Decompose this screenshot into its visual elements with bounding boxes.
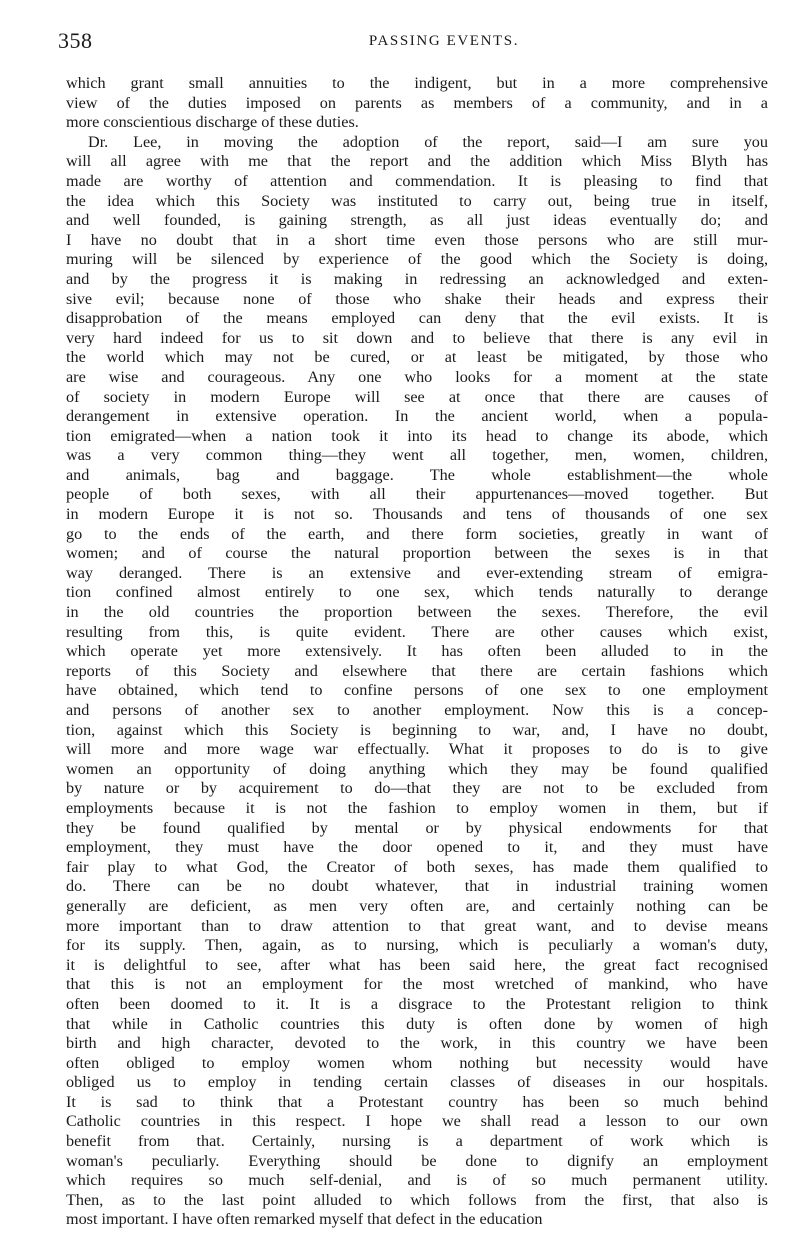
text-line: was a very common thing—they went all together, men, women, children, <box>66 446 768 465</box>
text-line: more important than to draw attention to that great want, and to devise means <box>66 916 768 935</box>
text-line: very hard indeed for us to sit down and to believe that there is any evil in <box>66 328 768 347</box>
text-line: derangement in extensive operation. In the ancient world, when a popula- <box>66 407 768 426</box>
text-line: it is delightful to see, after what has been said here, the great fact recognised <box>66 955 768 974</box>
text-line: for its supply. Then, again, as to nursing, which is peculiarly a woman's duty, <box>66 936 768 955</box>
text-line: are wise and courageous. Any one who looks for a moment at the state <box>66 367 768 386</box>
text-line: sive evil; because none of those who shake their heads and express their <box>66 289 768 308</box>
paragraph-2 <box>66 133 768 1230</box>
text-line: generally are deficient, as men very often are, and certainly nothing can be <box>66 896 768 915</box>
text-line: fair play to what God, the Creator of both sexes, has made them qualified to <box>66 857 768 876</box>
text-line: people of both sexes, with all their appurtenances—moved together. But <box>66 485 768 504</box>
text-line: do. There can be no doubt whatever, that in industrial training women <box>66 877 768 896</box>
text-line: muring will be silenced by experience of the good which the Society is doing, <box>66 250 768 269</box>
text-line: women an opportunity of doing anything which they may be found qualified <box>66 759 768 778</box>
text-line: often been doomed to it. It is a disgrace to the Protestant religion to think <box>66 994 768 1013</box>
text-line: often obliged to employ women whom nothing but necessity would have <box>66 1053 768 1072</box>
text-line: birth and high character, devoted to the work, in this country we have been <box>66 1034 768 1053</box>
text-line: made are worthy of attention and commendation. It is pleasing to find that <box>66 171 768 190</box>
text-line: reports of this Society and elsewhere that there are certain fashions which <box>66 661 768 680</box>
text-line: way deranged. There is an extensive and ever-extending stream of emigra- <box>66 563 768 582</box>
text-line: in modern Europe it is not so. Thousands and tens of thousands of one sex <box>66 505 768 524</box>
text-line: will all agree with me that the report and the addition which Miss Blyth has <box>66 152 768 171</box>
text-line: in the old countries the proportion between the sexes. Therefore, the evil <box>66 603 768 622</box>
text-line: view of the duties imposed on parents as members of a community, and in a <box>66 93 768 112</box>
text-line: more conscientious discharge of these duties. <box>66 113 359 132</box>
text-line: It is sad to think that a Protestant country has been so much behind <box>66 1092 768 1111</box>
text-line: employment, they must have the door opened to it, and they must have <box>66 838 768 857</box>
text-line: Catholic countries in this respect. I hope we shall read a lesson to our own <box>66 1112 768 1131</box>
text-line: and by the progress it is making in redressing an acknowledged and exten- <box>66 269 768 288</box>
text-line: and animals, bag and baggage. The whole establishment—the whole <box>66 465 768 484</box>
paragraph-1 <box>66 74 768 133</box>
text-line: tion, against which this Society is beginning to war, and, I have no doubt, <box>66 720 768 739</box>
text-line: which requires so much self-denial, and is of so much permanent utility. <box>66 1171 768 1190</box>
text-line: tion emigrated—when a nation took it into its head to change its abode, which <box>66 426 768 445</box>
text-line: I have no doubt that in a short time even those persons who are still mur- <box>66 230 768 249</box>
running-title: PASSING EVENTS. <box>368 33 520 49</box>
text-line: which grant small annuities to the indigent, but in a more comprehensive <box>66 74 768 92</box>
text-line: woman's peculiarly. Everything should be done to dignify an employment <box>66 1151 768 1170</box>
page-number: 358 <box>58 28 93 53</box>
text-line: that while in Catholic countries this duty is often done by women of high <box>66 1014 768 1033</box>
text-body <box>66 74 768 1230</box>
text-line: of society in modern Europe will see at once that there are causes of <box>66 387 768 406</box>
text-line: go to the ends of the earth, and there form societies, greatly in want of <box>66 524 768 543</box>
running-head <box>58 28 770 54</box>
text-line: they be found qualified by mental or by physical endowments for that <box>66 818 768 837</box>
text-line: resulting from this, is quite evident. There are other causes which exist, <box>66 622 768 641</box>
text-line: have obtained, which tend to confine persons of one sex to one employment <box>66 681 768 700</box>
text-line: employments because it is not the fashion to employ women in them, but if <box>66 798 768 817</box>
text-line: tion confined almost entirely to one sex, which tends naturally to derange <box>66 583 768 602</box>
text-line: women; and of course the natural proportion between the sexes is in that <box>66 544 768 563</box>
text-line: that this is not an employment for the most wretched of mankind, who have <box>66 975 768 994</box>
text-line: by nature or by acquirement to do—that they are not to be excluded from <box>66 779 768 798</box>
text-line: disapprobation of the means employed can deny that the evil exists. It is <box>66 309 768 328</box>
text-line: will more and more wage war effectually. What it proposes to do is to give <box>66 740 768 759</box>
text-line: the world which may not be cured, or at least be mitigated, by those who <box>66 348 768 367</box>
text-line: and well founded, is gaining strength, as all just ideas eventually do; and <box>66 211 768 230</box>
text-line: the idea which this Society was instituted to carry out, being true in itself, <box>66 191 768 210</box>
text-line: most important. I have often remarked myself that defect in the education <box>66 1210 543 1229</box>
text-line: which operate yet more extensively. It has often been alluded to in the <box>66 642 768 661</box>
text-line: obliged us to employ in tending certain classes of diseases in our hospitals. <box>66 1073 768 1092</box>
text-line: Then, as to the last point alluded to which follows from the first, that also is <box>66 1190 768 1209</box>
text-line: benefit from that. Certainly, nursing is a department of work which is <box>66 1132 768 1151</box>
text-line: Dr. Lee, in moving the adoption of the report, said—I am sure you <box>88 132 768 151</box>
text-line: and persons of another sex to another employment. Now this is a concep- <box>66 701 768 719</box>
